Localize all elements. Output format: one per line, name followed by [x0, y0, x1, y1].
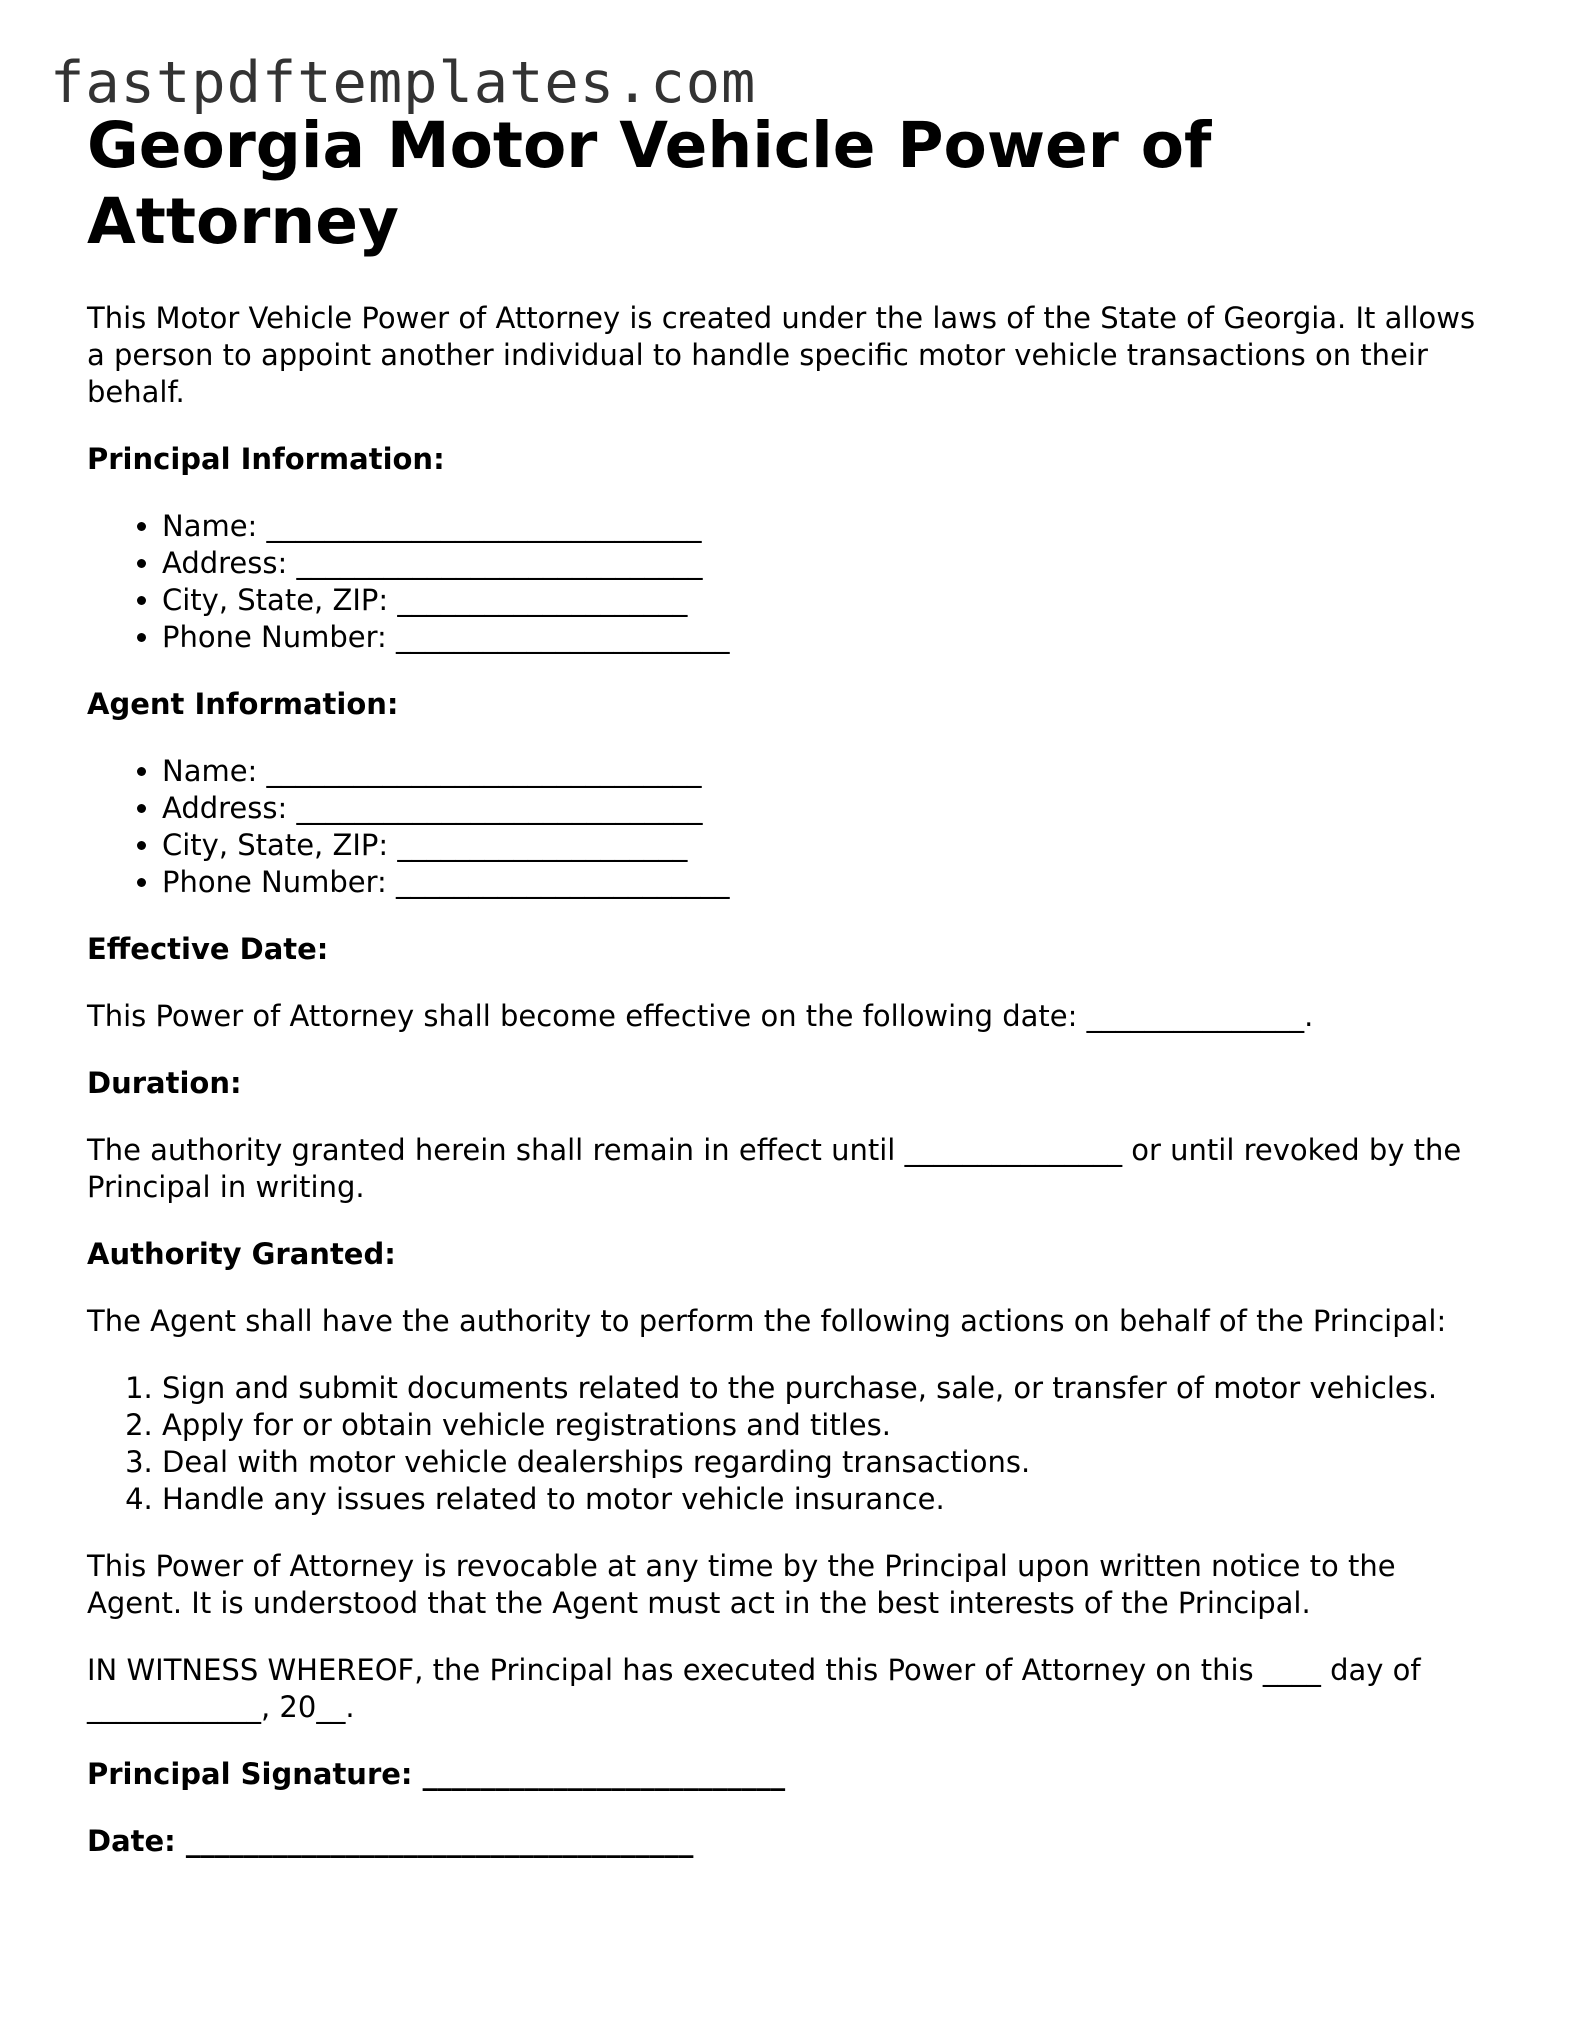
witness-paragraph: IN WITNESS WHEREOF, the Principal has executed this Power of Attorney on this ____ day of ____________, 20__. — [87, 1653, 1421, 1724]
document — [87, 108, 1487, 1860]
authority-text: The Agent shall have the authority to perform the following actions on behalf of the Principal: — [87, 1304, 1447, 1338]
agent-name-field: • Name: ______________________________ — [162, 753, 1487, 790]
effective-date-text: This Power of Attorney shall become effective on the following date: _______________. — [87, 999, 1314, 1033]
revocable-paragraph: This Power of Attorney is revocable at any time by the Principal upon written notice to the Agent. It is understood that the Agent must act in the best interests of the Principal. — [87, 1549, 1396, 1620]
agent-phone-field: • Phone Number: _______________________ — [162, 864, 1487, 901]
authority-item: 3. Deal with motor vehicle dealerships regarding transactions. — [162, 1444, 1487, 1481]
effective-date-heading: Effective Date: — [87, 932, 329, 966]
authority-item: 4. Handle any issues related to motor vehicle insurance. — [162, 1481, 1487, 1518]
duration-text: The authority granted herein shall remain in effect until _______________ or until revoked by the Principal in writing. — [87, 1133, 1462, 1204]
agent-fields-list — [87, 753, 1487, 901]
principal-address-field: • Address: ____________________________ — [162, 545, 1487, 582]
authority-item: 1. Sign and submit documents related to the purchase, sale, or transfer of motor vehicles. — [162, 1370, 1487, 1407]
authority-heading: Authority Granted: — [87, 1237, 396, 1271]
authority-item: 2. Apply for or obtain vehicle registrations and titles. — [162, 1407, 1487, 1444]
agent-city-state-zip-field: • City, State, ZIP: ____________________ — [162, 827, 1487, 864]
principal-name-field: • Name: ______________________________ — [162, 508, 1487, 545]
principal-phone-field: • Phone Number: _______________________ — [162, 619, 1487, 656]
principal-signature-line: Principal Signature: _________________________ — [87, 1757, 786, 1791]
principal-fields-list — [87, 508, 1487, 656]
duration-heading: Duration: — [87, 1066, 242, 1100]
watermark: fastpdftemplates.com — [50, 50, 757, 116]
document-title: Georgia Motor Vehicle Power of Attorney — [87, 109, 1212, 258]
agent-heading: Agent Information: — [87, 687, 399, 721]
agent-address-field: • Address: ____________________________ — [162, 790, 1487, 827]
intro-paragraph: This Motor Vehicle Power of Attorney is created under the laws of the State of Georgia. It allows a person to appoint another individual to handle specific motor vehicle transactions on their behalf. — [87, 301, 1476, 409]
principal-city-state-zip-field: • City, State, ZIP: ____________________ — [162, 582, 1487, 619]
authority-list — [87, 1370, 1487, 1518]
principal-heading: Principal Information: — [87, 442, 445, 476]
date-line: Date: ___________________________________ — [87, 1824, 694, 1858]
